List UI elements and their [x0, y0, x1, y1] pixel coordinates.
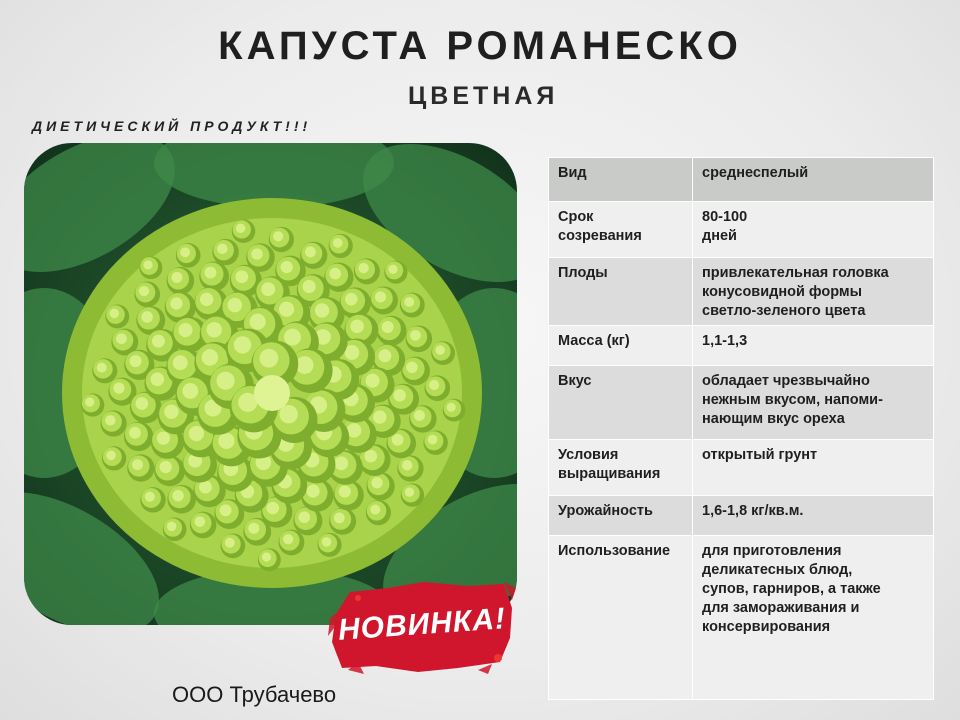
new-badge — [328, 578, 516, 674]
spec-label: Плоды — [549, 258, 693, 326]
romanesco-illustration — [24, 143, 517, 625]
spec-row — [549, 366, 934, 440]
spec-value: для приготовления деликатесных блюд, супов, гарниров, а также для замораживания и консервирования — [693, 536, 934, 700]
spec-table — [548, 157, 934, 700]
spec-value: 1,1-1,3 — [693, 326, 934, 366]
spec-label: Вкус — [549, 366, 693, 440]
spec-label: Урожайность — [549, 496, 693, 536]
spec-label: Масса (кг) — [549, 326, 693, 366]
spec-value: открытый грунт — [693, 440, 934, 496]
spec-value: среднеспелый — [693, 158, 934, 202]
page-title: КАПУСТА РОМАНЕСКО — [218, 24, 742, 68]
spec-value: 80-100 дней — [693, 202, 934, 258]
company-name: ООО Трубачево — [172, 682, 337, 707]
spec-row — [549, 326, 934, 366]
spec-row — [549, 202, 934, 258]
spec-value: привлекательная головка конусовидной формы светло-зеленого цвета — [693, 258, 934, 326]
spec-label: Срок созревания — [549, 202, 693, 258]
page-subtitle: ЦВЕТНАЯ — [408, 82, 559, 110]
romanesco-photo — [24, 143, 517, 625]
spec-label: Использование — [549, 536, 693, 700]
spec-row — [549, 258, 934, 326]
spec-row — [549, 158, 934, 202]
spec-value: обладает чрезвычайно нежным вкусом, напоми- нающим вкус ореха — [693, 366, 934, 440]
diet-tagline: ДИЕТИЧЕСКИЙ ПРОДУКТ!!! — [32, 118, 312, 134]
spec-row — [549, 440, 934, 496]
new-badge-text: НОВИНКА! — [337, 602, 507, 647]
spec-value: 1,6-1,8 кг/кв.м. — [693, 496, 934, 536]
spec-row — [549, 496, 934, 536]
spec-label: Условия выращивания — [549, 440, 693, 496]
spec-label: Вид — [549, 158, 693, 202]
spec-row — [549, 536, 934, 700]
